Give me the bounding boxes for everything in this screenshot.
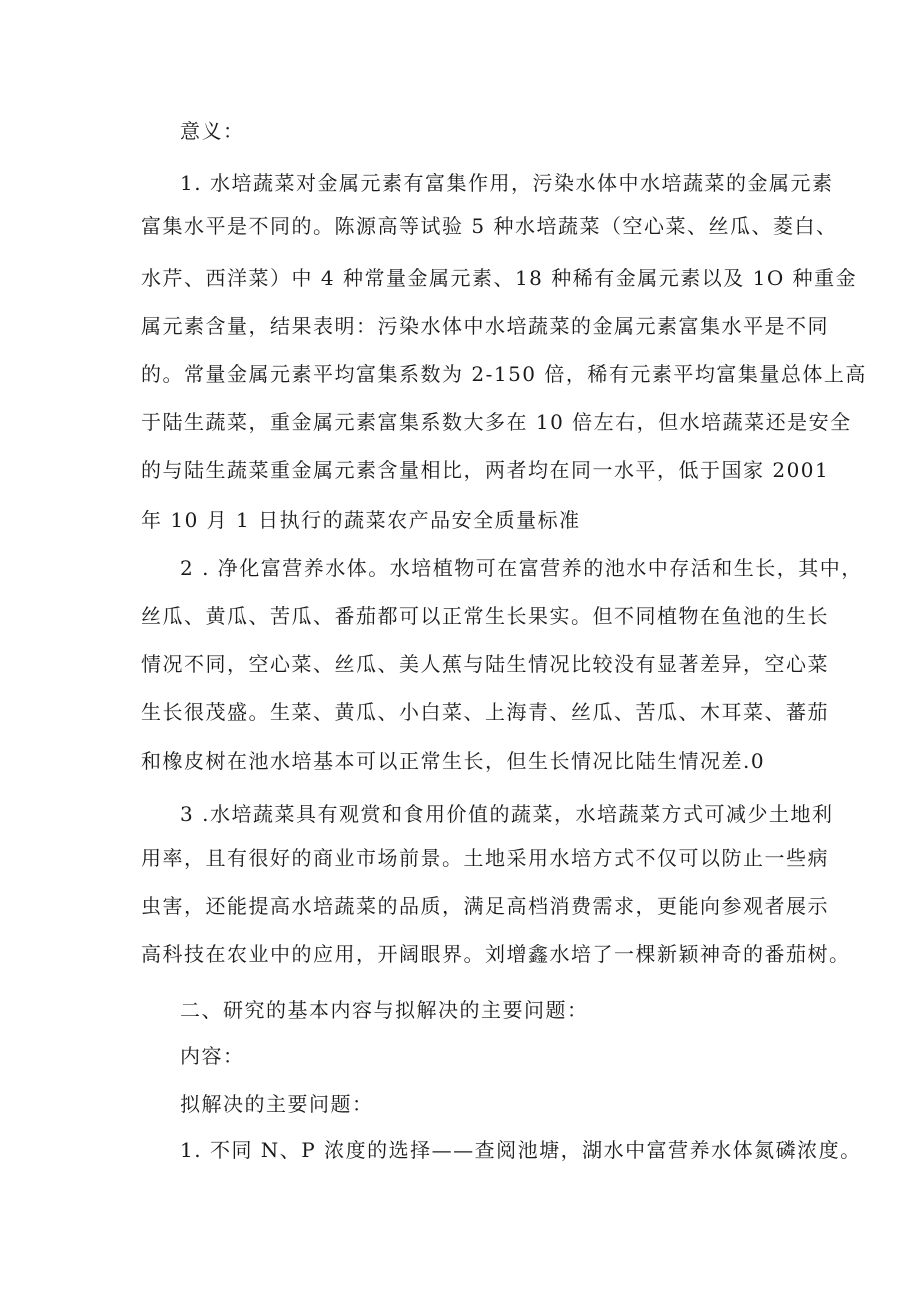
paragraph-1-line-6: 于陆生蔬菜，重金属元素富集系数大多在 10 倍左右，但水培蔬菜还是安全 [141, 410, 852, 434]
paragraph-3-line-3: 虫害，还能提高水培蔬菜的品质，满足高档消费需求，更能向参观者展示 [141, 894, 829, 918]
paragraph-3-line-1: 3 .水培蔬菜具有观赏和食用价值的蔬菜，水培蔬菜方式可减少土地利 [180, 802, 834, 826]
paragraph-1-line-5: 的。常量金属元素平均富集系数为 2-150 倍，稀有元素平均富集量总体上高 [141, 362, 867, 386]
paragraph-2-line-4: 生长很茂盛。生菜、黄瓜、小白菜、上海青、丝瓜、苦瓜、木耳菜、蕃茄 [141, 700, 829, 724]
paragraph-1-line-2: 富集水平是不同的。陈源高等试验 5 种水培蔬菜（空心菜、丝瓜、菱白、 [141, 214, 838, 238]
paragraph-3-line-2: 用率，且有很好的商业市场前景。土地采用水培方式不仅可以防止一些病 [141, 846, 829, 870]
section-2-heading: 二、研究的基本内容与拟解决的主要问题： [180, 998, 589, 1022]
paragraph-1-line-7: 的与陆生蔬菜重金属元素含量相比，两者均在同一水平，低于国家 2001 [141, 458, 830, 482]
paragraph-2-line-2: 丝瓜、黄瓜、苦瓜、番茄都可以正常生长果实。但不同植物在鱼池的生长 [141, 604, 829, 628]
paragraph-1-line-1: 1. 水培蔬菜对金属元素有富集作用，污染水体中水培蔬菜的金属元素 [180, 171, 834, 195]
paragraph-1-line-3: 水芹、西洋菜）中 4 种常量金属元素、18 种稀有金属元素以及 1O 种重金 [141, 266, 858, 290]
paragraph-1-line-4: 属元素含量，结果表明：污染水体中水培蔬菜的金属元素富集水平是不同 [141, 314, 829, 338]
meaning-heading: 意义： [180, 119, 245, 143]
paragraph-3-line-4: 高科技在农业中的应用，开阔眼界。刘增鑫水培了一棵新颖神奇的番茄树。 [141, 942, 851, 966]
paragraph-1-line-8: 年 10 月 1 日执行的蔬菜农产品安全质量标准 [141, 508, 581, 532]
paragraph-2-line-3: 情况不同，空心菜、丝瓜、美人蕉与陆生情况比较没有显著差异，空心菜 [141, 652, 829, 676]
problem-1: 1. 不同 N、P 浓度的选择——查阅池塘，湖水中富营养水体氮磷浓度。 [180, 1138, 862, 1162]
problems-label: 拟解决的主要问题： [180, 1092, 374, 1116]
paragraph-2-line-1: 2 . 净化富营养水体。水培植物可在富营养的池水中存活和生长，其中， [180, 556, 863, 580]
paragraph-2-line-5: 和橡皮树在池水培基本可以正常生长，但生长情况比陆生情况差.0 [141, 749, 766, 773]
content-label: 内容： [180, 1044, 245, 1068]
